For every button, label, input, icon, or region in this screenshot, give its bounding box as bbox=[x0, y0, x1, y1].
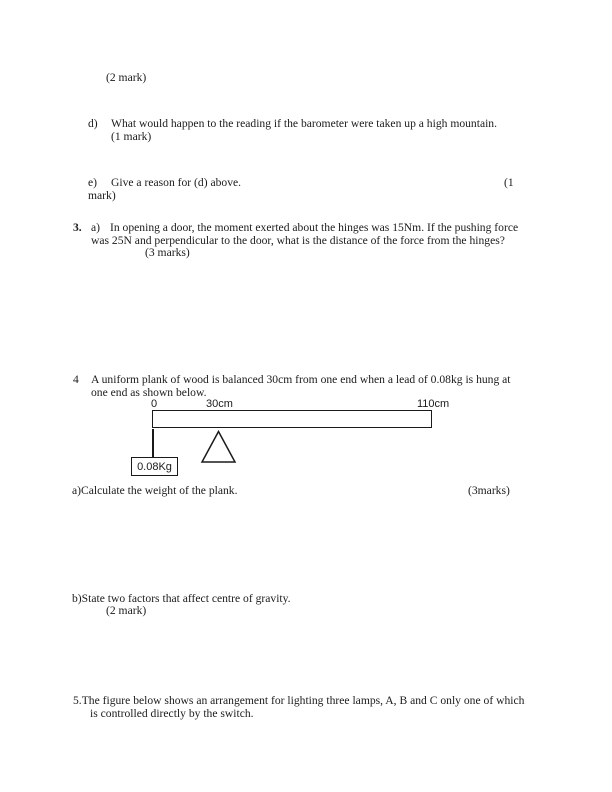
question-5-line2: is controlled directly by the switch. bbox=[90, 707, 254, 720]
question-5-line1: 5.The figure below shows an arrangement for lighting three lamps, A, B and C only one of which bbox=[73, 694, 525, 707]
question-e-label: e) bbox=[88, 176, 98, 189]
weight-string bbox=[152, 429, 154, 457]
question-3a-marks: (3 marks) bbox=[145, 246, 190, 259]
question-4b-marks: (2 mark) bbox=[106, 604, 147, 617]
scale-pivot-label: 30cm bbox=[206, 398, 233, 410]
question-e-text: Give a reason for (d) above. bbox=[111, 176, 242, 189]
question-4-line2: one end as shown below. bbox=[91, 386, 207, 399]
question-4-line1: A uniform plank of wood is balanced 30cm from one end when a lead of 0.08kg is hung at bbox=[91, 373, 511, 386]
question-3-number: 3. bbox=[73, 221, 82, 234]
question-e-marks-open: (1 bbox=[504, 176, 514, 189]
question-3a-line1: In opening a door, the moment exerted about the hinges was 15Nm. If the pushing force bbox=[110, 221, 519, 234]
question-d-marks: (1 mark) bbox=[111, 130, 152, 143]
prev-question-marks: (2 mark) bbox=[106, 71, 147, 84]
question-d-label: d) bbox=[88, 117, 98, 130]
fulcrum-triangle bbox=[200, 430, 237, 464]
question-3a-line2: was 25N and perpendicular to the door, what is the distance of the force from the hinges? bbox=[91, 234, 505, 247]
question-3a-label: a) bbox=[91, 221, 101, 234]
plank-bar bbox=[152, 410, 432, 428]
scale-zero-label: 0 bbox=[151, 398, 158, 410]
weight-label: 0.08Kg bbox=[137, 460, 172, 473]
question-e-marks-cont: mark) bbox=[88, 189, 116, 202]
question-4a-marks: (3marks) bbox=[468, 484, 510, 497]
question-4-number: 4 bbox=[73, 373, 79, 386]
question-4b-text: b)State two factors that affect centre of gravity. bbox=[72, 592, 291, 605]
question-d-text: What would happen to the reading if the barometer were taken up a high mountain. bbox=[111, 117, 498, 130]
scale-end-label: 110cm bbox=[417, 398, 450, 410]
question-4a-text: a)Calculate the weight of the plank. bbox=[72, 484, 238, 497]
weight-box bbox=[131, 457, 178, 476]
